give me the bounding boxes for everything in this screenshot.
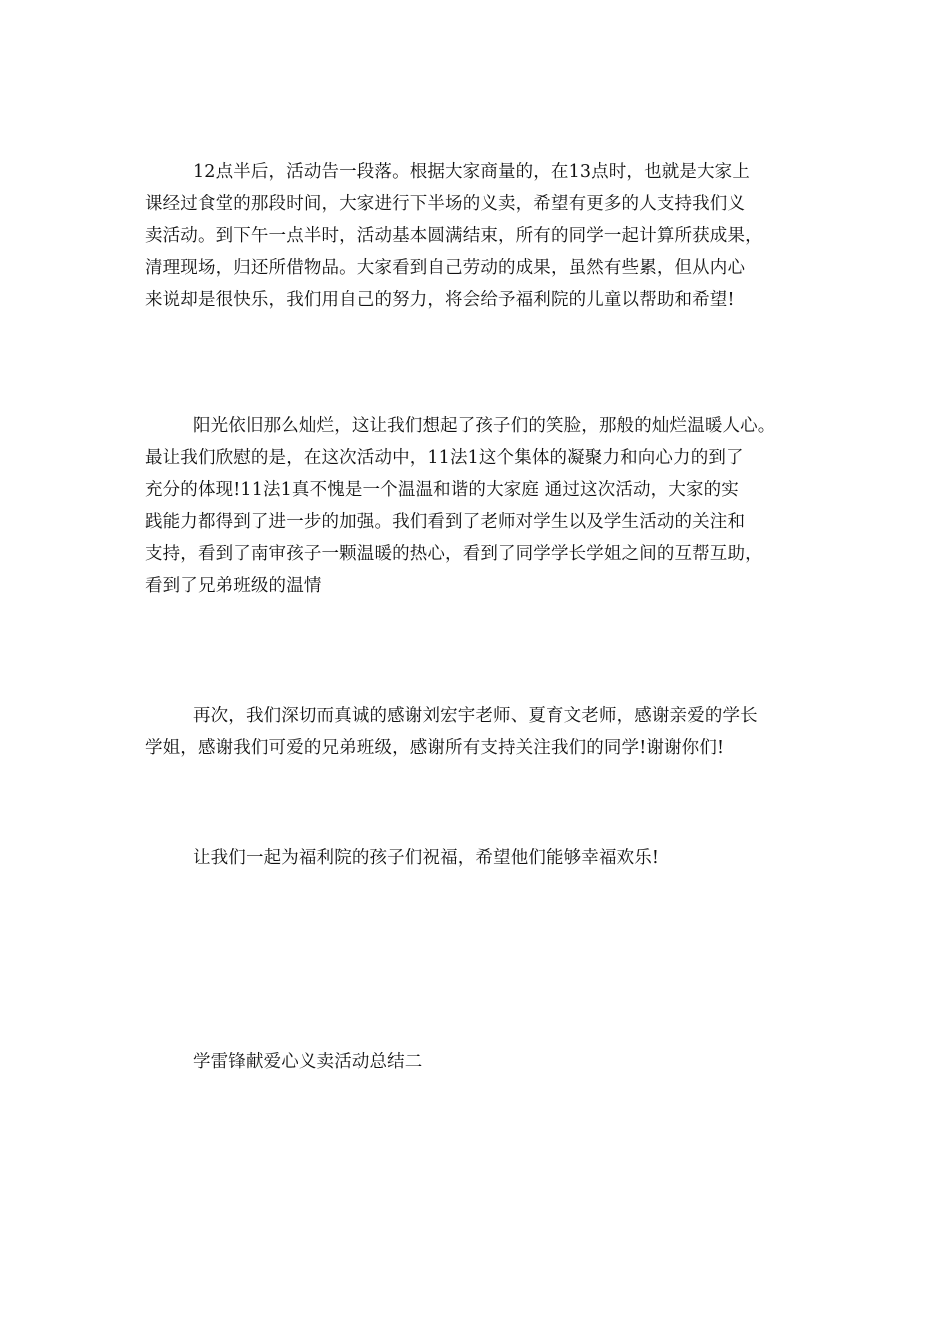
text-line: 学姐，感谢我们可爱的兄弟班级，感谢所有支持关注我们的同学!谢谢你们! [145, 738, 725, 758]
paragraph-blessing [145, 842, 825, 874]
text-line: 来说却是很快乐，我们用自己的努力，将会给予福利院的儿童以帮助和希望! [145, 290, 735, 310]
section-title: 学雷锋献爱心义卖活动总结二 [193, 1052, 423, 1072]
text-line: 充分的体现!11法1真不愧是一个温温和谐的大家庭 通过这次活动，大家的实 [145, 480, 739, 500]
paragraph-thanks [145, 700, 825, 764]
text-line: 让我们一起为福利院的孩子们祝福，希望他们能够幸福欢乐! [193, 848, 660, 868]
text-line: 看到了兄弟班级的温情 [145, 576, 322, 596]
text-line: 清理现场，归还所借物品。大家看到自己劳动的成果，虽然有些累，但从内心 [145, 258, 746, 278]
text-line: 最让我们欣慰的是，在这次活动中，11法1这个集体的凝聚力和向心力的到了 [145, 448, 744, 468]
text-line: 支持，看到了南审孩子一颗温暖的热心，看到了同学学长学姐之间的互帮互助， [145, 544, 763, 564]
paragraph-afternoon-sale [145, 156, 825, 316]
text-line: 卖活动。到下午一点半时，活动基本圆满结束，所有的同学一起计算所获成果， [145, 226, 763, 246]
text-line: 再次，我们深切而真诚的感谢刘宏宇老师、夏育文老师，感谢亲爱的学长 [193, 706, 758, 726]
text-line: 课经过食堂的那段时间，大家进行下半场的义卖，希望有更多的人支持我们义 [145, 194, 746, 214]
text-line: 践能力都得到了进一步的加强。我们看到了老师对学生以及学生活动的关注和 [145, 512, 746, 532]
text-line: 12点半后，活动告一段落。根据大家商量的，在13点时，也就是大家上 [193, 162, 750, 182]
section-heading [145, 1046, 825, 1078]
text-line: 阳光依旧那么灿烂，这让我们想起了孩子们的笑脸，那般的灿烂温暖人心。 [193, 416, 776, 436]
paragraph-reflection [145, 410, 825, 602]
